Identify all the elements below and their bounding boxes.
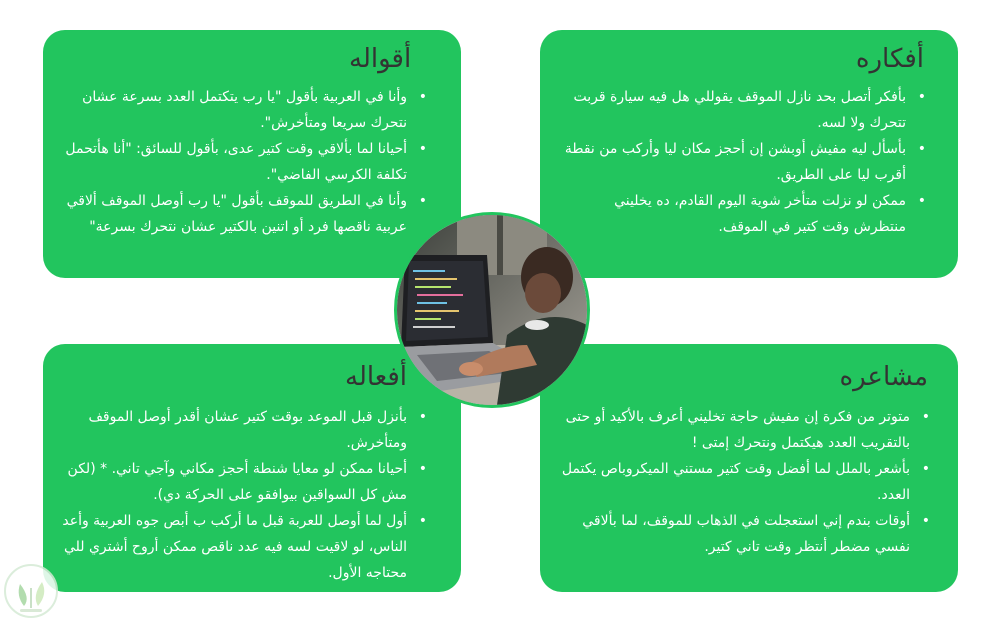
actions-panel <box>43 344 461 592</box>
laptop-photo-icon <box>397 215 587 405</box>
feelings-list <box>554 404 934 560</box>
list-item: • ممكن لو نزلت متأخر شوية اليوم القادم، ده يخليني منتظرش وقت كتير في الموقف. <box>560 188 912 240</box>
list-item: • وأنا في العربية بأقول "يا رب يتكتمل العدد بسرعة عشان نتحرك سريعا ومتأخرش". <box>59 84 413 136</box>
sayings-list <box>59 84 431 240</box>
list-item: • أوقات بندم إني استعجلت في الذهاب للموقف، لما بألاقي نفسي مضطر أنتظر وقت تاني كتير. <box>554 508 916 560</box>
list-item: • أحيانا لما بألاقي وقت كتير عدى، بأقول للسائق: "أنا هأتحمل تكلفة الكرسي الفاضي". <box>59 136 413 188</box>
list-item: • أحيانا ممكن لو معايا شنطة أحجز مكاني وآجي تاني. * (لكن مش كل السواقين بيوافقو على الحركة دي). <box>55 456 413 508</box>
sayings-title: أقواله <box>349 44 412 74</box>
leaf-logo-icon <box>2 562 60 620</box>
list-item: • وأنا في الطريق للموقف بأقول "يا رب أوصل الموقف ألاقي عربية ناقصها فرد أو اتنين بالكتير عشان نتحرك بسرعة" <box>59 188 413 240</box>
actions-title: أفعاله <box>345 362 407 392</box>
actions-list <box>55 404 431 586</box>
list-item: • بأشعر بالملل لما أفضل وقت كتير مستني الميكروباص يكتمل العدد. <box>554 456 916 508</box>
thoughts-list <box>560 84 930 240</box>
list-item: • بأنزل قبل الموعد بوقت كتير عشان أقدر أوصل الموقف ومتأخرش. <box>55 404 413 456</box>
sayings-panel <box>43 30 461 278</box>
thoughts-title: أفكاره <box>855 44 924 74</box>
laptop-coding-photo <box>394 212 590 408</box>
list-item: • متوتر من فكرة إن مفيش حاجة تخليني أعرف بالأكيد أو حتى بالتقريب العدد هيكتمل ونتحرك إمتى ! <box>554 404 916 456</box>
list-item: • بأفكر أتصل بحد نازل الموقف يقوللي هل فيه سيارة قربت تتحرك ولا لسه. <box>560 84 912 136</box>
thoughts-panel <box>540 30 958 278</box>
brand-logo <box>2 562 60 620</box>
list-item: • بأسأل ليه مفيش أوبشن إن أحجز مكان ليا وأركب من نقطة أقرب ليا على الطريق. <box>560 136 912 188</box>
feelings-panel <box>540 344 958 592</box>
list-item: • أول لما أوصل للعربة قبل ما أركب ب أبص جوه العربية وأعد الناس، لو لاقيت لسه فيه عدد ناقص ممكن أروح أشتري للي محتاجه الأول. <box>55 508 413 586</box>
feelings-title: مشاعره <box>839 362 928 392</box>
